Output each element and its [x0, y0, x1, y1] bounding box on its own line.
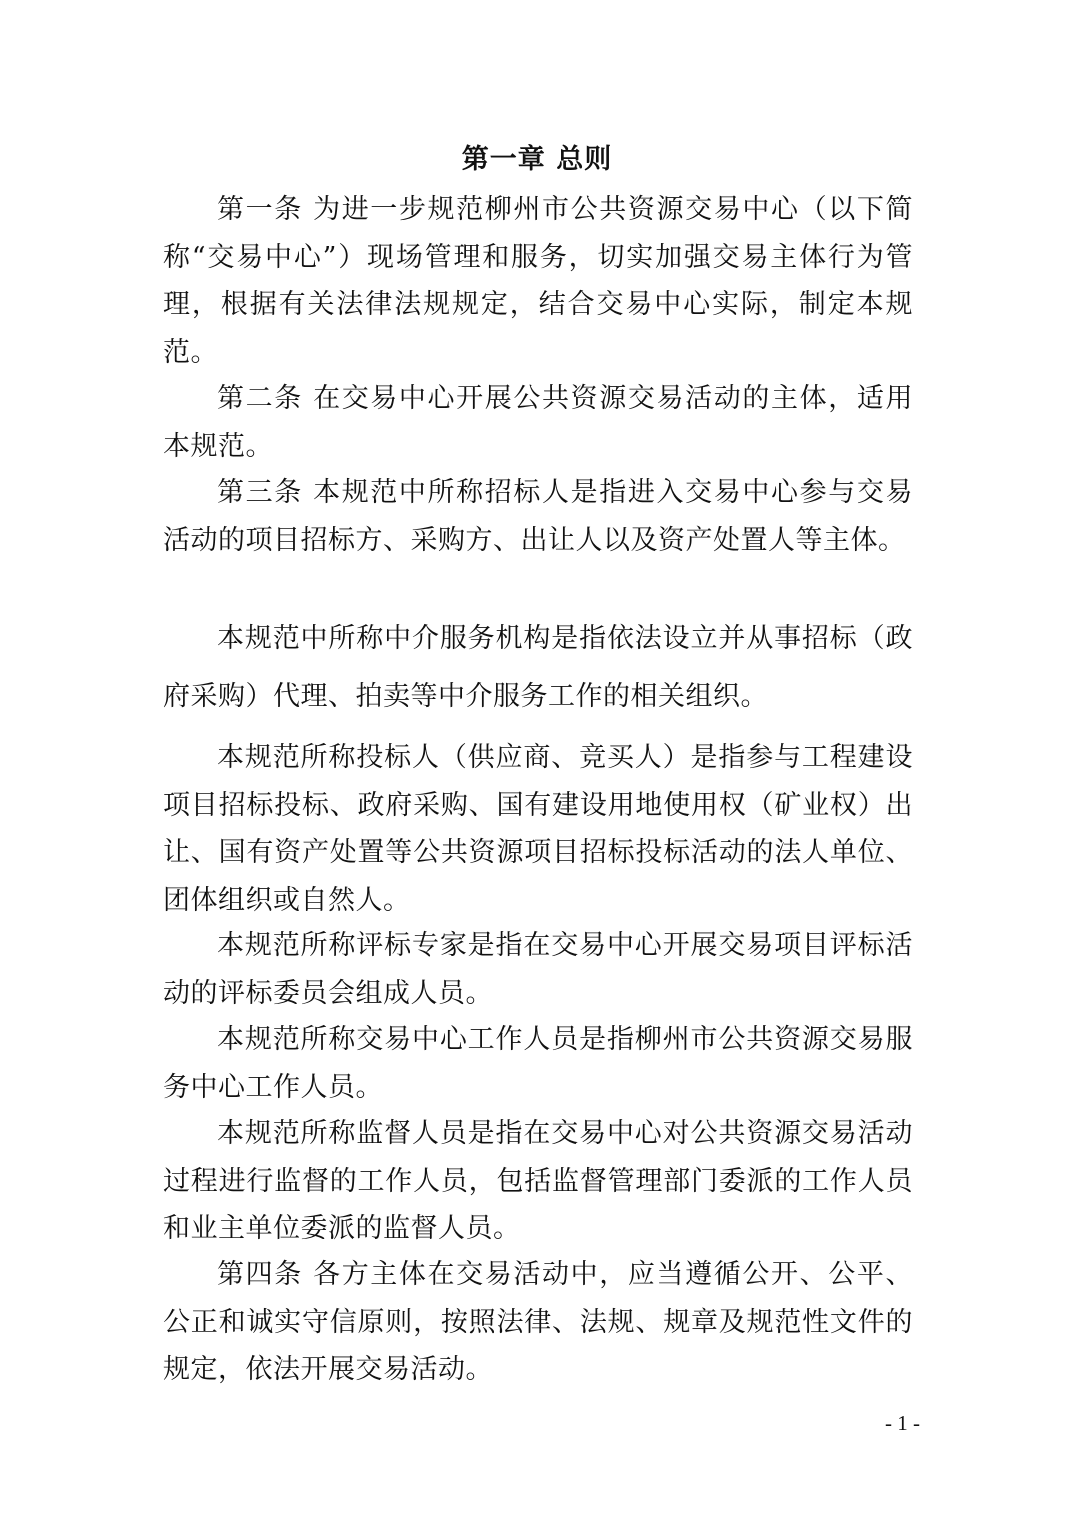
- expert-definition-paragraph: 本规范所称评标专家是指在交易中心开展交易项目评标活动的评标委员会组成人员。: [163, 930, 913, 1009]
- supervisor-definition-paragraph: 本规范所称监督人员是指在交易中心对公共资源交易活动过程进行监督的工作人员，包括监督管理部门委派的工作人员和业主单位委派的监督人员。: [163, 1118, 913, 1244]
- article-4-paragraph: 第四条 各方主体在交易活动中，应当遵循公开、公平、公正和诚实守信原则，按照法律、法规、规章及规范性文件的规定，依法开展交易活动。: [163, 1259, 913, 1385]
- chapter-title: 第一章 总则: [461, 144, 613, 175]
- article-2-paragraph: 第二条 在交易中心开展公共资源交易活动的主体，适用本规范。: [163, 383, 913, 462]
- article-1-paragraph: 第一条 为进一步规范柳州市公共资源交易中心（以下简称“交易中心”）现场管理和服务，切实加强交易主体行为管理，根据有关法律法规规定，结合交易中心实际，制定本规范。: [163, 194, 913, 368]
- page-number: - 1 -: [885, 1411, 920, 1435]
- bidder-definition-paragraph: 本规范所称投标人（供应商、竞买人）是指参与工程建设项目招标投标、政府采购、国有建设用地使用权（矿业权）出让、国有资产处置等公共资源项目招标投标活动的法人单位、团体组织或自然人。: [163, 742, 913, 916]
- staff-definition-paragraph: 本规范所称交易中心工作人员是指柳州市公共资源交易服务中心工作人员。: [163, 1024, 913, 1103]
- intermediary-definition-paragraph: 本规范中所称中介服务机构是指依法设立并从事招标（政府采购）代理、拍卖等中介服务工作的相关组织。: [163, 623, 913, 712]
- article-3-paragraph: 第三条 本规范中所称招标人是指进入交易中心参与交易活动的项目招标方、采购方、出让人以及资产处置人等主体。: [163, 477, 913, 556]
